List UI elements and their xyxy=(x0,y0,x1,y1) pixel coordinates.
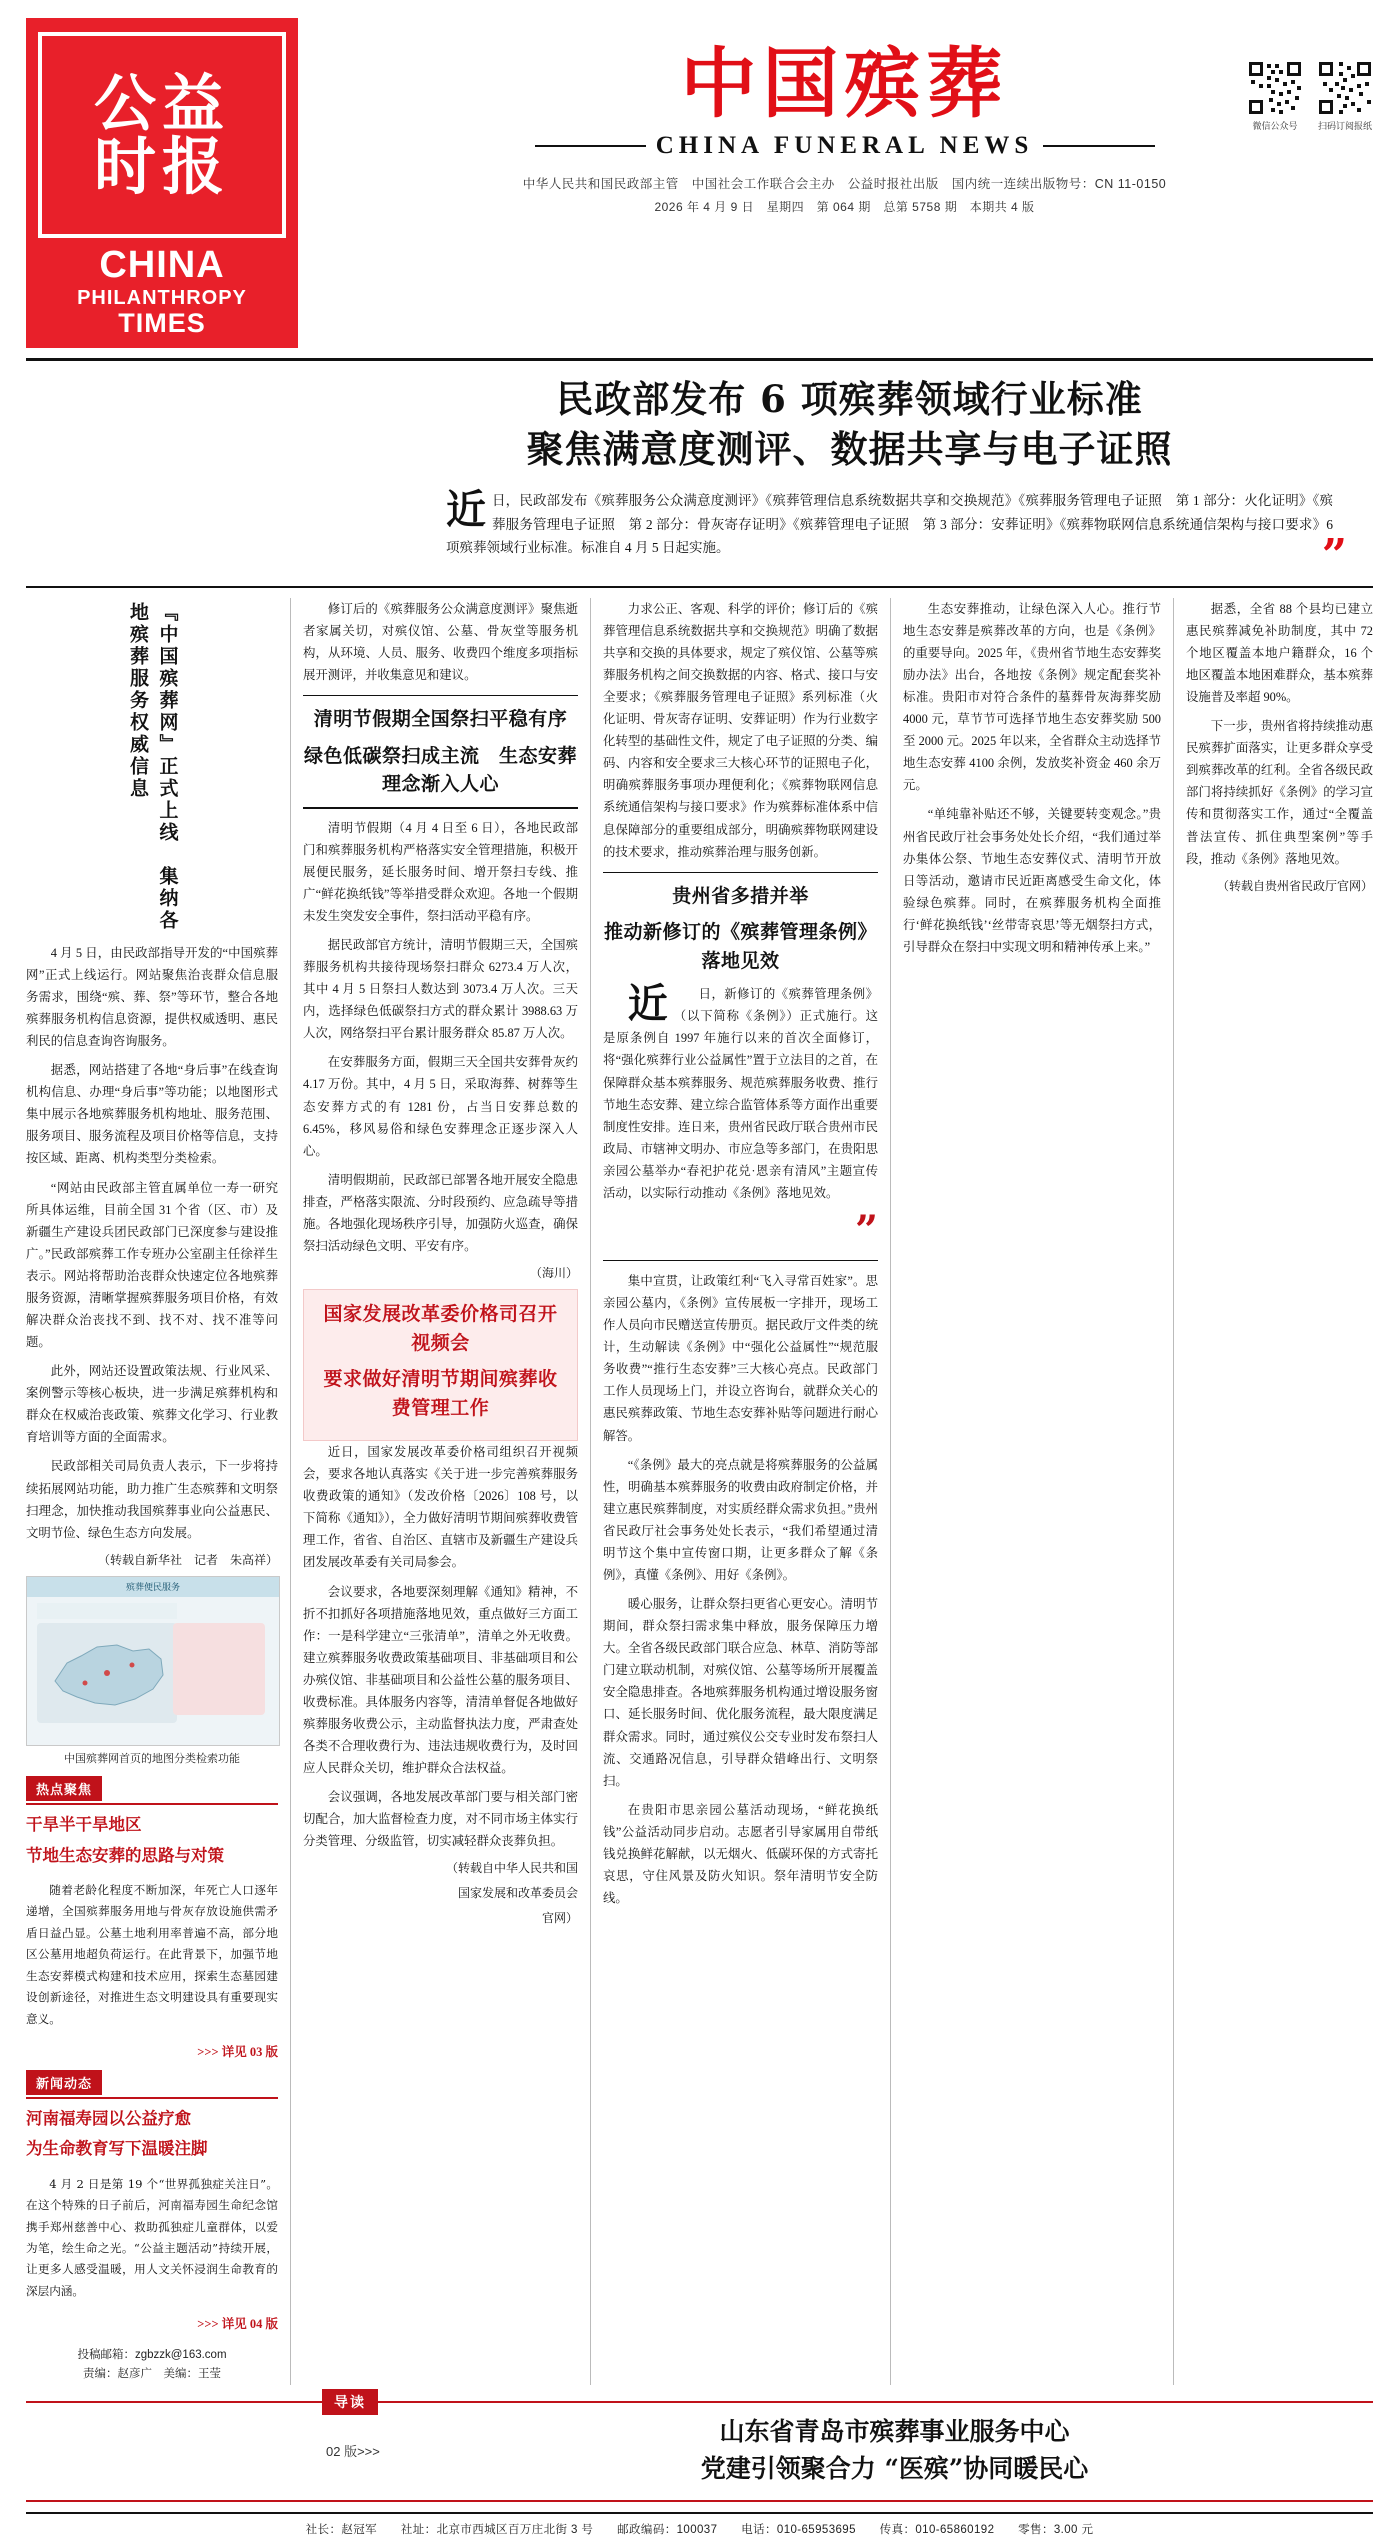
issue-info: 2026 年 4 月 9 日 星期四 第 064 期 总第 5758 期 本期共 4 版 xyxy=(654,200,1035,214)
col3-quote-mark-icon: ” xyxy=(854,1206,878,1254)
qr-code-icon xyxy=(1247,60,1303,116)
qr-code-icon xyxy=(1317,60,1373,116)
lead-article xyxy=(26,375,1373,581)
submission-info xyxy=(26,2346,278,2385)
col1-sub2-text: 4 月 2 日是第 19 个“世界孤独症关注日”。在这个特殊的日子前后，河南福寿园生命纪念馆携手郑州慈善中心、救助孤独症儿童群体，以爱为笔，绘生命之光。“公益主题活动”持续开展，让更多人感受温暖，用人文关怀浸润生命教育的深层内涵。 xyxy=(26,2176,278,2298)
section-tag-news xyxy=(26,2070,278,2099)
guide-text xyxy=(416,2413,1373,2488)
figure-china-funeral-website xyxy=(26,1576,278,1766)
tag-label: 新闻动态 xyxy=(26,2070,102,2095)
column-5 xyxy=(1173,598,1373,2385)
lead-body xyxy=(326,485,1373,581)
col3-headline-line2: 推动新修订的《殡葬管理条例》落地见效 xyxy=(603,921,877,972)
col2-para-2: 据民政部官方统计，清明节假期三天，全国殡葬服务机构共接待现场祭扫群众 6273.4 万人次，其中 4 月 5 日祭扫人数达到 3073.4 万人次。三天内，选择绿色低碳祭扫方式的群众累计 3988.63 万人次，网络祭扫平台累计服务群众 85.87 万人次。 xyxy=(303,937,578,1041)
col2-source: （海川） xyxy=(529,1266,578,1281)
col1-sub2-line2: 为生命教育写下温暖注脚 xyxy=(26,2139,208,2159)
logo-english-name xyxy=(77,246,247,338)
col3-source: （转载自贵州省民政厅官网） xyxy=(1216,878,1373,893)
guide-bar xyxy=(26,2394,1373,2502)
logo-en-line-2: PHILANTHROPY xyxy=(77,287,247,310)
col2-para-1: 清明节假期（4 月 4 日至 6 日），各地民政部门和殡葬服务机构严格落实安全管理措施，积极开展便民服务，延长服务时间、增开祭扫专线、推广“鲜花换纸钱”等举措受群众欢迎。各地一个假期未发生突发安全事件，祭扫活动平稳有序。 xyxy=(303,820,578,923)
col2-box-para-3: 会议强调，各地发展改革部门要与相关部门密切配合，加大监督检查力度，对不同市场主体实行分类管理、分级监管，切实减轻群众丧葬负担。 xyxy=(303,1790,578,1849)
lead-headline-line1: 民政部发布 6 项殡葬领域行业标准 xyxy=(556,377,1143,421)
col3-para-5: 生态安葬推动，让绿色深入人心。推行节地生态安葬是殡葬改革的方向，也是《条例》的重要导向。2025 年，《贵州省节地生态安葬奖励办法》出台，各地按《条例》规定配套奖补标准。贵阳市对符合条件的墓葬骨灰海葬奖励 4000 元，草节节可选择节地生态安葬奖励 500 至 2000 元。2025 年以来，全省群众主动选择节地生态安葬 4100 余例，发放奖补资金 460 余万元。 xyxy=(903,601,1161,793)
col2-headline-line1: 清明节假期全国祭扫平稳有序 xyxy=(313,708,568,731)
lead-dropcap: 近 xyxy=(446,485,486,533)
tag-label: 热点聚焦 xyxy=(26,1776,102,1801)
page-title: 中国殡葬 xyxy=(680,39,1009,128)
col3-para-4: 在贵阳市思亲园公墓活动现场，“鲜花换纸钱”公益活动同步启动。志愿者引导家属用自带纸钱兑换鲜花解献，以无烟火、低碳环保的方式寄托哀思，守住风景及防火知识。祭年清明节安全防线。 xyxy=(603,1802,878,1906)
col1-para-1: 4 月 5 日，由民政部指导开发的“中国殡葬网”正式上线运行。网站聚焦治丧群众信息服务需求，围绕“殡、葬、祭”等环节，整合各地殡葬服务机构信息资源，提供权威透明、惠民利民的信息查询咨询服务。 xyxy=(26,945,278,1049)
qr-wechat[interactable] xyxy=(1247,60,1303,132)
masthead xyxy=(26,18,1373,348)
col2-box-headline-line2: 要求做好清明节期间殡葬收费管理工作 xyxy=(323,1368,558,1419)
guide-line-2: 党建引领聚合力 “医殡”协同暖民心 xyxy=(700,2454,1089,2484)
col2-box-source-2: 国家发展和改革委员会 xyxy=(457,1886,578,1901)
qr-wechat-caption: 微信公众号 xyxy=(1252,121,1298,131)
submission-email: 投稿邮箱：zgbzzk@163.com xyxy=(77,2348,227,2361)
col1-para-4: 此外，网站还设置政策法规、行业风采、案例警示等核心板块，进一步满足殡葬机构和群众在权威治丧政策、殡葬文化学习、行业教育培训等方面的全面需求。 xyxy=(26,1364,278,1445)
col3-para-2: “《条例》最大的亮点就是将殡葬服务的公益属性，明确基本殡葬服务的收费由政府制定价格，并建立惠民殡葬制度，对实质经群众需求负担。”贵州省民政厅社会事务处处长表示，“我们希望通过清明节这个集中宣传窗口期，让更多群众了解《条例》，真懂《条例》、用好《条例》。 xyxy=(603,1457,878,1582)
divider-left xyxy=(535,145,646,147)
page-footer xyxy=(26,2512,1373,2537)
guide-inner[interactable] xyxy=(26,2413,1373,2488)
col1-more-link-2[interactable]: >>> 详见 04 版 xyxy=(197,2316,278,2331)
footer-info: 社长：赵冠军 社址：北京市西城区百万庄北街 3 号 邮政编码：100037 电话：010-65953695 传真：010-65860192 零售：3.00 元 xyxy=(305,2523,1094,2536)
col3-divider xyxy=(603,872,878,873)
col2-highlight-box xyxy=(303,1289,578,1441)
col1-sub1-line1: 干旱半干旱地区 xyxy=(26,1814,142,1834)
col3-divider-2 xyxy=(603,1260,878,1261)
col1-more-link-1[interactable]: >>> 详见 03 版 xyxy=(197,2044,278,2059)
paper-title-english-row xyxy=(535,132,1155,160)
col2-headline-rule xyxy=(303,807,578,809)
col3-para-6: “单纯靠补贴还不够，关键要转变观念。”贵州省民政厅社会事务处处长介绍，“我们通过举办集体公祭、节地生态安葬仪式、清明节开放日等活动，邀请市民近距离感受生命文化，体验绿色殡葬。同时，在殡葬服务机构全面推行‘鲜花换纸钱’‘丝带寄哀思’等无烟祭扫方式，引导群众在祭扫中实现文明和精神传承上来。” xyxy=(903,807,1161,954)
figure-side-panel xyxy=(173,1623,265,1715)
col3-lead-text: 日，新修订的《殡葬管理条例》（以下简称《条例》）正式施行。这是原条例自 1997 年施行以来的首次全面修订，将“强化殡葬行业公益属性”置于立法目的之首，在保障群众基本殡葬服务、规范殡葬服务收费、推行节地生态安葬、建立综合监管体系等方面作出重要制度性安排。连日来，贵州省民政厅联合贵州市民政局、市辖神文明办、市应急等多部门，在贵阳思亲园公墓举办“春祀护花兑·恩亲有清风”主题宣传活动，以实际行动推动《条例》落地见效。 xyxy=(603,987,878,1200)
col1-para-2: 据悉，网站搭建了各地“身后事”在线查询机构信息、办理“身后事”等功能；以地图形式集中展示各地殡葬服务机构地址、服务范围、服务项目、服务流程及项目价格等信息，支持按区域、距离、机构类型分类检索。 xyxy=(26,1063,278,1166)
col3-lead-continuation: 力求公正、客观、科学的评价；修订后的《殡葬管理信息系统数据共享和交换规范》明确了数据共享和交换的具体要求，规定了殡仪馆、公墓等殡葬服务机构之间交换数据的内容、格式、接口与安全要求；《殡葬服务管理电子证照》系列标准（火化证明、骨灰寄存证明、安葬证明）作为行业数字化转型的基础性文件，规定了电子证照的分类、编码、内容和安全要求三大核心环节的证照电子化，明确殡葬服务事项办理便利化；《殡葬物联网信息系统通信架构与接口要求》作为殡葬标准体系中信息保障部分的重要组成部分，明确殡葬物联网建设的技术要求，推动殡葬治理与服务创新。 xyxy=(603,601,878,859)
figure-banner xyxy=(27,1577,279,1597)
lead-body-text: 日，民政部发布《殡葬服务公众满意度测评》《殡葬管理信息系统数据共享和交换规范》《殡葬服务管理电子证照 第 1 部分：火化证明》《殡葬服务管理电子证照 第 2 部分：骨灰寄存证明》《殡葬管理电子证照 第 3 部分：安葬证明》《殡葬物联网信息系统通信架构与接口要求》6 项殡葬领域行业标准。标准自 4 月 5 日起实施。 xyxy=(446,492,1333,556)
vertical-headline-wrap xyxy=(26,598,278,942)
column-1 xyxy=(26,598,290,2385)
guide-tag: 导读 xyxy=(322,2389,378,2415)
figure-banner-text: 殡葬便民服务 xyxy=(125,1581,180,1592)
masthead-divider xyxy=(26,358,1373,361)
col2-divider xyxy=(303,695,578,696)
logo-chinese-name xyxy=(38,32,286,238)
publication-info: 中华人民共和国民政部主管 中国社会工作联合会主办 公益时报社出版 国内统一连续出版物号：CN 11-0150 xyxy=(522,177,1167,191)
qr-subscribe-caption: 扫码订阅报纸 xyxy=(1317,121,1372,131)
paper-title-english: CHINA FUNERAL NEWS xyxy=(655,132,1034,159)
col2-para-4: 清明假期前，民政部已部署各地开展安全隐患排查，严格落实限流、分时段预约、应急疏导等措施。各地强化现场秩序引导，加强防火巡查，确保祭扫活动绿色文明、平安有序。 xyxy=(303,1172,578,1253)
editor-credits: 责编：赵彦广 美编：王莹 xyxy=(83,2368,221,2381)
col2-box-source-3: 官网） xyxy=(541,1911,578,1926)
col3-headline-line1: 贵州省多措并举 xyxy=(672,884,809,907)
section-tag-hot-topics xyxy=(26,1776,278,1805)
col3-dropcap: 近 xyxy=(627,980,668,1028)
col2-box-para-1: 近日，国家发展改革委价格司组织召开视频会，要求各地认真落实《关于进一步完善殡葬服务收费政策的通知》（发改价格〔2026〕108 号，以下简称《通知》），全力做好清明节期间殡葬收费管理工作，省省、自治区、直辖市及新疆生产建设兵团发展改革委有关司局参会。 xyxy=(303,1445,578,1570)
col1-para-5: 民政部相关司局负责人表示，下一步将持续拓展网站功能，助力推广生态殡葬和文明祭扫理念，加快推动我国殡葬事业向公益惠民、文明节俭、绿色生态方向发展。 xyxy=(26,1459,278,1540)
guide-line-1: 山东省青岛市殡葬事业服务中心 xyxy=(719,2416,1070,2446)
logo-en-line-1: CHINA xyxy=(99,244,225,287)
col1-sub2-line1: 河南福寿园以公益疗愈 xyxy=(26,2108,191,2128)
col3-para-1: 集中宣贯，让政策红利“飞入寻常百姓家”。思亲园公墓内，《条例》宣传展板一字排开，现场工作人员向市民赠送宣传册页。据民政厅文件类的统计，生动解读《条例》中“强化公益属性”“规范服务收费”“推行生态安葬”三大核心亮点。民政部门工作人员现场上门，并设立咨询台，就群众关心的惠民殡葬政策、节地生态安葬补贴等问题进行耐心解答。 xyxy=(603,1273,878,1443)
logo-line-1: 公益 xyxy=(93,66,230,140)
col2-box-headline-line1: 国家发展改革委价格司召开视频会 xyxy=(323,1303,558,1354)
logo-line-2: 时报 xyxy=(93,130,230,204)
figure-caption: 中国殡葬网首页的地图分类检索功能 xyxy=(64,1752,240,1765)
col3-para-3: 暖心服务，让群众祭扫更省心更安心。清明节期间，群众祭扫需求集中释放，服务保障压力增大。全省各级民政部门联合应急、林草、消防等部门建立联动机制，对殡仪馆、公墓等场所开展覆盖安全隐患排查。各地殡葬服务机构通过增设服务窗口、延长服务时间、优化服务流程，最大限度满足群众需求。同时，通过殡仪公交专业时发布祭扫人流、交通路况信息，引导群众错峰出行、文明祭扫。 xyxy=(603,1597,878,1788)
col1-para-3: “网站由民政部主管直属单位一寿一研究所具体运维，目前全国 31 个省（区、市）及新疆生产建设兵团民政部门已深度参与建设推广。”民政部殡葬工作专班办公室副主任徐祥生表示。网站将帮助治丧群众快速定位各地殡葬服务资源，清晰掌握殡葬服务项目价格，有效解决群众治丧找不到、找不对、找不准等问题。 xyxy=(26,1180,278,1350)
col2-box-para-2: 会议要求，各地要深刻理解《通知》精神，不折不扣抓好各项措施落地见效，重点做好三方面工作：一是科学建立“三张清单”，清单之外无收费。建立殡葬服务收费政策基础项目、非基础项目和公办殡仪馆、非基础项目和公益性公墓的服务项目、收费标准。具体服务内容等，清清单督促各地做好殡葬服务收费公示，主动监督执法力度，严肃查处各类不合理收费行为、违法违规收费行为，及时回应人民群众关切，维护群众合法权益。 xyxy=(303,1584,578,1776)
col1-source: （转载自新华社 记者 朱高祥） xyxy=(97,1552,278,1567)
figure-map-area xyxy=(37,1623,177,1723)
column-2 xyxy=(290,598,590,2385)
col2-para-3: 在安葬服务方面，假期三天全国共安葬骨灰约 4.17 万份。其中，4 月 5 日，采取海葬、树葬等生态安葬方式的有 1281 份，占当日安葬总数的 6.45%，移风易俗和绿色安葬理念正逐步深入人心。 xyxy=(303,1055,578,1158)
figure-toolbar xyxy=(37,1603,177,1619)
qr-codes xyxy=(1247,60,1373,132)
col2-box-source-1: （转载自中华人民共和国 xyxy=(445,1861,578,1876)
col2-lead-continuation: 修订后的《殡葬服务公众满意度测评》聚焦逝者家属关切，对殡仪馆、公墓、骨灰堂等服务机构，从环境、人员、服务、收费四个维度多项指标展开测评，并收集意见和建议。 xyxy=(303,601,578,682)
column-3 xyxy=(590,598,890,2385)
masthead-right xyxy=(316,18,1373,215)
column-4 xyxy=(890,598,1173,2385)
quote-mark-icon: ” xyxy=(1321,529,1347,581)
article-columns xyxy=(26,598,1373,2385)
col3-lead-body xyxy=(603,980,878,1204)
qr-subscribe[interactable] xyxy=(1317,60,1373,132)
col1-sub1-line2: 节地生态安葬的思路与对策 xyxy=(26,1845,224,1865)
vertical-headline: 『中国殡葬网』正式上线 集纳各地殡葬服务权威信息 xyxy=(127,601,179,932)
divider-right xyxy=(1043,145,1154,147)
col1-sub1-text: 随着老龄化程度不断加深，年死亡人口逐年递增，全国殡葬服务用地与骨灰存放设施供需矛盾日益凸显。公墓土地利用率普遍不高，部分地区公墓用地超负荷运行。在此背景下，加强节地生态安葬模式构建和技术应用，探索生态墓园建设创新途径，对推进生态文明建设具有重要现实意义。 xyxy=(26,1882,278,2026)
figure-image xyxy=(26,1576,280,1746)
publication-logo xyxy=(26,18,298,348)
guide-page-ref[interactable]: 02 版>>> xyxy=(326,2443,380,2459)
lead-divider xyxy=(26,586,1373,588)
col3-para-7: 据悉，全省 88 个县均已建立惠民殡葬减免补助制度，其中 72 个地区覆盖本地户籍群众，16 个地区覆盖本地困难群众，基本殡葬设施普及率超 90%。 xyxy=(1186,601,1373,705)
china-map-icon xyxy=(37,1623,177,1723)
logo-en-line-3: TIMES xyxy=(118,308,206,339)
lead-headline-line2: 聚焦满意度测评、数据共享与电子证照 xyxy=(526,426,1173,471)
col3-para-8: 下一步，贵州省将持续推动惠民殡葬扩面落实，让更多群众享受到殡葬改革的红利。全省各级民政部门将持续抓好《条例》的学习宣传和贯彻落实工作，通过“全覆盖普法宣传、抓住典型案例”等手段，推动《条例》落地见效。 xyxy=(1186,719,1373,866)
col2-headline-line2: 绿色低碳祭扫成主流 生态安葬理念渐入人心 xyxy=(303,744,577,796)
